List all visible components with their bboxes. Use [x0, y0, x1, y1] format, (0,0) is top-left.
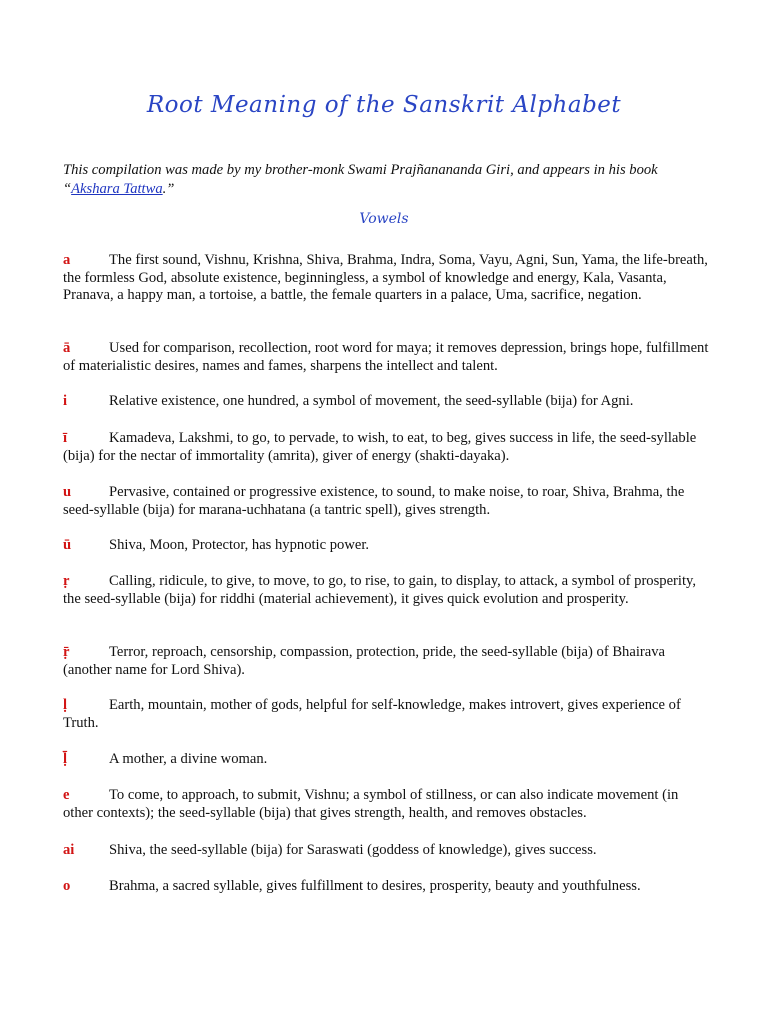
vowel-letter: ā	[63, 340, 71, 356]
vowel-entry	[63, 537, 709, 555]
vowel-letter: i	[63, 393, 68, 409]
vowel-letter: ī	[63, 430, 68, 446]
vowel-entry	[63, 842, 709, 860]
vowel-meaning: Earth, mountain, mother of gods, helpful for self-knowledge, makes introvert, gives experience of Truth.	[63, 697, 681, 731]
vowel-meaning: Kamadeva, Lakshmi, to go, to pervade, to wish, to eat, to beg, gives success in life, the seed-syllable (bija) for the nectar of immortality (amrita), giver of energy (shakti-dayaka).	[63, 430, 697, 464]
vowel-meaning: Pervasive, contained or progressive existence, to sound, to make noise, to roar, Shiva, Brahma, the seed-syllable (bija) for marana-uchhatana (a tantric spell), gives strength.	[63, 484, 685, 518]
vowel-letter: ḷ	[63, 697, 68, 713]
vowel-entry	[63, 787, 709, 822]
vowel-entry	[63, 751, 709, 769]
akshara-tattwa-link[interactable]: Akshara Tattwa	[71, 181, 163, 197]
vowel-meaning: Used for comparison, recollection, root word for maya; it removes depression, brings hope, fulfillment of materialistic desires, names and fames, sharpens the intellect and talent.	[63, 340, 709, 374]
vowel-meaning: To come, to approach, to submit, Vishnu; a symbol of stillness, or can also indicate movement (in other contexts); the seed-syllable (bija) that gives strength, health, and removes obstacles.	[63, 787, 679, 821]
vowel-letter: e	[63, 787, 70, 803]
vowel-entry	[63, 878, 709, 896]
vowel-meaning: Calling, ridicule, to give, to move, to go, to rise, to gain, to display, to attack, a symbol of prosperity, the seed-syllable (bija) for riddhi (material achievement), it gives quick evolution and prosperity.	[63, 573, 697, 607]
vowel-meaning: Shiva, Moon, Protector, has hypnotic power.	[109, 537, 370, 553]
vowel-letter: ai	[63, 842, 75, 858]
vowel-meaning: Brahma, a sacred syllable, gives fulfillment to desires, prosperity, beauty and youthfulness.	[109, 878, 641, 894]
section-heading-vowels: Vowels	[359, 211, 409, 227]
vowel-entry	[63, 697, 709, 732]
intro-text-before: This compilation was made by my brother-monk Swami Prajñanananda Giri, and appears in his book “	[63, 162, 658, 197]
vowel-letter: ṛ	[63, 573, 70, 589]
vowel-entry	[63, 644, 709, 679]
intro-paragraph	[63, 161, 703, 199]
vowel-meaning: Terror, reproach, censorship, compassion, protection, pride, the seed-syllable (bija) of Bhairava (another name for Lord Shiva).	[63, 644, 666, 678]
intro-text-after: .”	[162, 181, 175, 197]
vowel-entry	[63, 573, 709, 608]
vowel-meaning: The first sound, Vishnu, Krishna, Shiva, Brahma, Indra, Soma, Vayu, Agni, Sun, Yama, the life-breath, the formless God, absolute existence, beginningless, a symbol of knowledge and energy, Kala, Vasanta, Pranava, a happy man, a tortoise, a battle, the female quarters in a palace, Uma, sacrifice, negation.	[63, 252, 708, 303]
page-title: Root Meaning of the Sanskrit Alphabet	[146, 92, 622, 118]
vowel-letter: u	[63, 484, 72, 500]
vowel-meaning: Relative existence, one hundred, a symbol of movement, the seed-syllable (bija) for Agni.	[109, 393, 634, 409]
vowel-entry	[63, 484, 709, 519]
vowel-entry	[63, 430, 709, 465]
vowel-letter: ṝ	[63, 644, 70, 660]
vowel-meaning: A mother, a divine woman.	[109, 751, 268, 767]
vowel-entry	[63, 340, 709, 375]
vowel-letter: a	[63, 252, 71, 268]
vowel-letter: o	[63, 878, 71, 894]
vowel-entry	[63, 252, 709, 305]
vowel-letter: ḹ	[63, 751, 68, 767]
vowel-letter: ū	[63, 537, 72, 553]
vowel-meaning: Shiva, the seed-syllable (bija) for Saraswati (goddess of knowledge), gives success.	[109, 842, 597, 858]
vowel-entry	[63, 393, 709, 411]
